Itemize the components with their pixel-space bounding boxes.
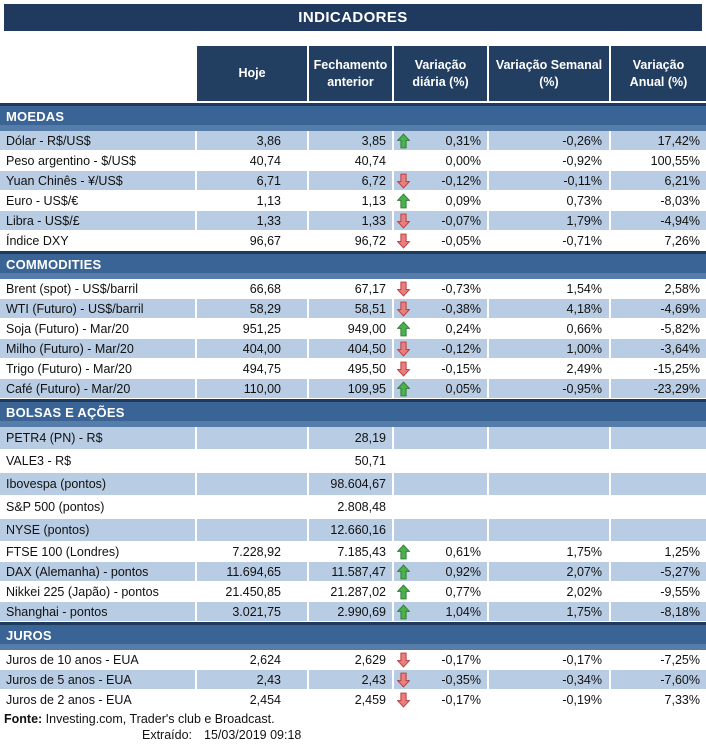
indicator-label: Juros de 2 anos - EUA xyxy=(0,690,197,709)
table-row-peso-argentino-us[interactable] xyxy=(0,151,706,170)
variacao-semanal-value xyxy=(489,427,611,449)
variacao-semanal-value: 2,02% xyxy=(489,582,611,601)
extracted-label: Extraído: xyxy=(142,728,193,742)
indicator-label: Euro - US$/€ xyxy=(0,191,197,210)
variacao-anual-value: -5,82% xyxy=(611,319,706,338)
table-body xyxy=(0,103,706,709)
indicator-label: Shanghai - pontos xyxy=(0,602,197,621)
trend-down-icon xyxy=(397,173,410,189)
indicator-label: Soja (Futuro) - Mar/20 xyxy=(0,319,197,338)
variacao-anual-value: -7,25% xyxy=(611,650,706,669)
variacao-diaria-value: 0,77% xyxy=(394,582,489,601)
indicator-label: Peso argentino - $/US$ xyxy=(0,151,197,170)
table-row-indice-dxy[interactable] xyxy=(0,231,706,250)
variacao-semanal-value: -0,34% xyxy=(489,670,611,689)
section-header-bolsas-e-acoes: BOLSAS E AÇÕES xyxy=(0,399,706,427)
trend-down-icon xyxy=(397,301,410,317)
variacao-semanal-value: 1,75% xyxy=(489,602,611,621)
indicator-label: VALE3 - R$ xyxy=(0,450,197,472)
trend-up-icon xyxy=(397,193,410,209)
variacao-anual-value: 7,33% xyxy=(611,690,706,709)
fechamento-anterior-value: 404,50 xyxy=(309,339,394,358)
trend-down-icon xyxy=(397,341,410,357)
up-arrow-icon xyxy=(397,321,410,337)
variacao-diaria-value: -0,73% xyxy=(394,279,489,298)
variacao-semanal-value: 1,00% xyxy=(489,339,611,358)
hoje-value: 58,29 xyxy=(197,299,309,318)
variacao-diaria-value xyxy=(394,427,489,449)
table-row-libra-us[interactable] xyxy=(0,211,706,230)
trend-down-icon xyxy=(397,692,410,708)
hoje-value: 494,75 xyxy=(197,359,309,378)
hoje-value: 2,43 xyxy=(197,670,309,689)
hoje-value xyxy=(197,473,309,495)
fechamento-anterior-value: 1,13 xyxy=(309,191,394,210)
variacao-anual-value: -9,55% xyxy=(611,582,706,601)
variacao-anual-value: -4,94% xyxy=(611,211,706,230)
variacao-semanal-value: 0,66% xyxy=(489,319,611,338)
fechamento-anterior-value: 21.287,02 xyxy=(309,582,394,601)
variacao-diaria-value: 0,24% xyxy=(394,319,489,338)
table-row-wti-futuro-us-barril[interactable] xyxy=(0,299,706,318)
column-header-variacao-diaria[interactable]: Variação diária (%) xyxy=(394,46,489,101)
fechamento-anterior-value: 949,00 xyxy=(309,319,394,338)
fechamento-anterior-value: 28,19 xyxy=(309,427,394,449)
down-arrow-icon xyxy=(397,281,410,297)
fechamento-anterior-value: 2,43 xyxy=(309,670,394,689)
variacao-anual-value: 6,21% xyxy=(611,171,706,190)
up-arrow-icon xyxy=(397,544,410,560)
variacao-diaria-value: -0,05% xyxy=(394,231,489,250)
hoje-value: 2,624 xyxy=(197,650,309,669)
page-title: INDICADORES xyxy=(298,9,408,26)
column-header-variacao-semanal[interactable]: Variação Semanal (%) xyxy=(489,46,611,101)
variacao-anual-value: 1,25% xyxy=(611,542,706,561)
down-arrow-icon xyxy=(397,233,410,249)
variacao-diaria-value: -0,12% xyxy=(394,171,489,190)
up-arrow-icon xyxy=(397,193,410,209)
variacao-semanal-value: -0,11% xyxy=(489,171,611,190)
hoje-value: 21.450,85 xyxy=(197,582,309,601)
variacao-anual-value: 2,58% xyxy=(611,279,706,298)
indicator-label: WTI (Futuro) - US$/barril xyxy=(0,299,197,318)
table-row-vale3-r[interactable] xyxy=(0,450,706,472)
variacao-diaria-value: -0,17% xyxy=(394,650,489,669)
table-row-cafe-futuro-mar-20[interactable] xyxy=(0,379,706,398)
hoje-value: 11.694,65 xyxy=(197,562,309,581)
trend-up-icon xyxy=(397,544,410,560)
variacao-diaria-value xyxy=(394,450,489,472)
trend-up-icon xyxy=(397,133,410,149)
variacao-diaria-value: -0,35% xyxy=(394,670,489,689)
variacao-diaria-value: -0,07% xyxy=(394,211,489,230)
indicator-label: Brent (spot) - US$/barril xyxy=(0,279,197,298)
up-arrow-icon xyxy=(397,381,410,397)
indicator-label: Nikkei 225 (Japão) - pontos xyxy=(0,582,197,601)
up-arrow-icon xyxy=(397,133,410,149)
variacao-diaria-value: -0,12% xyxy=(394,339,489,358)
trend-down-icon xyxy=(397,213,410,229)
variacao-diaria-value: 0,05% xyxy=(394,379,489,398)
table-row-juros-de-5-anos-eua[interactable] xyxy=(0,670,706,689)
table-row-yuan-chines-us[interactable] xyxy=(0,171,706,190)
variacao-anual-value: 100,55% xyxy=(611,151,706,170)
fechamento-anterior-value: 2.808,48 xyxy=(309,496,394,518)
fechamento-anterior-value: 58,51 xyxy=(309,299,394,318)
trend-up-icon xyxy=(397,584,410,600)
fechamento-anterior-value: 7.185,43 xyxy=(309,542,394,561)
hoje-value xyxy=(197,496,309,518)
table-row-dax-alemanha-pontos[interactable] xyxy=(0,562,706,581)
variacao-semanal-value xyxy=(489,496,611,518)
hoje-value: 6,71 xyxy=(197,171,309,190)
hoje-value: 1,33 xyxy=(197,211,309,230)
hoje-value: 2,454 xyxy=(197,690,309,709)
variacao-semanal-value xyxy=(489,450,611,472)
up-arrow-icon xyxy=(397,564,410,580)
variacao-anual-value: 7,26% xyxy=(611,231,706,250)
fechamento-anterior-value: 40,74 xyxy=(309,151,394,170)
fechamento-anterior-value: 3,85 xyxy=(309,131,394,150)
down-arrow-icon xyxy=(397,341,410,357)
hoje-value: 1,13 xyxy=(197,191,309,210)
table-row-dolar-r-us[interactable] xyxy=(0,131,706,150)
indicator-label: Yuan Chinês - ¥/US$ xyxy=(0,171,197,190)
fechamento-anterior-value: 2,629 xyxy=(309,650,394,669)
table-row-nikkei-225-japao-pontos[interactable] xyxy=(0,582,706,601)
indicator-label: Libra - US$/£ xyxy=(0,211,197,230)
down-arrow-icon xyxy=(397,672,410,688)
section-header-commodities: COMMODITIES xyxy=(0,251,706,279)
variacao-anual-value: -8,03% xyxy=(611,191,706,210)
table-row-brent-spot-us-barril[interactable] xyxy=(0,279,706,298)
indicator-label: FTSE 100 (Londres) xyxy=(0,542,197,561)
variacao-anual-value xyxy=(611,519,706,541)
column-header-row xyxy=(0,46,706,101)
variacao-diaria-value: 0,09% xyxy=(394,191,489,210)
hoje-value: 66,68 xyxy=(197,279,309,298)
down-arrow-icon xyxy=(397,213,410,229)
table-row-ibovespa-pontos[interactable] xyxy=(0,473,706,495)
variacao-diaria-value: -0,17% xyxy=(394,690,489,709)
table-row-juros-de-2-anos-eua[interactable] xyxy=(0,690,706,709)
variacao-semanal-value: 1,54% xyxy=(489,279,611,298)
fechamento-anterior-value: 98.604,67 xyxy=(309,473,394,495)
source-line xyxy=(0,712,706,726)
variacao-diaria-value xyxy=(394,496,489,518)
trend-down-icon xyxy=(397,361,410,377)
indicator-label: Trigo (Futuro) - Mar/20 xyxy=(0,359,197,378)
source-label: Fonte: xyxy=(4,712,43,726)
indicator-label: Dólar - R$/US$ xyxy=(0,131,197,150)
variacao-semanal-value xyxy=(489,519,611,541)
variacao-anual-value: -8,18% xyxy=(611,602,706,621)
indicator-label: Milho (Futuro) - Mar/20 xyxy=(0,339,197,358)
variacao-anual-value: -23,29% xyxy=(611,379,706,398)
indicator-label: S&P 500 (pontos) xyxy=(0,496,197,518)
table-row-ftse-100-londres[interactable] xyxy=(0,542,706,561)
fechamento-anterior-value: 96,72 xyxy=(309,231,394,250)
down-arrow-icon xyxy=(397,301,410,317)
variacao-anual-value xyxy=(611,450,706,472)
down-arrow-icon xyxy=(397,173,410,189)
indicator-label: Juros de 5 anos - EUA xyxy=(0,670,197,689)
trend-down-icon xyxy=(397,233,410,249)
table-row-nyse-pontos[interactable] xyxy=(0,519,706,541)
fechamento-anterior-value: 11.587,47 xyxy=(309,562,394,581)
fechamento-anterior-value: 2.990,69 xyxy=(309,602,394,621)
variacao-semanal-value: -0,71% xyxy=(489,231,611,250)
variacao-semanal-value: -0,95% xyxy=(489,379,611,398)
variacao-semanal-value: 2,07% xyxy=(489,562,611,581)
variacao-anual-value xyxy=(611,496,706,518)
variacao-diaria-value: 0,31% xyxy=(394,131,489,150)
hoje-value: 951,25 xyxy=(197,319,309,338)
hoje-value xyxy=(197,427,309,449)
table-row-petr4-pn-r[interactable] xyxy=(0,427,706,449)
trend-down-icon xyxy=(397,672,410,688)
fechamento-anterior-value: 50,71 xyxy=(309,450,394,472)
hoje-value xyxy=(197,450,309,472)
variacao-anual-value: -7,60% xyxy=(611,670,706,689)
down-arrow-icon xyxy=(397,652,410,668)
table-row-milho-futuro-mar-20[interactable] xyxy=(0,339,706,358)
indicator-label: Índice DXY xyxy=(0,231,197,250)
variacao-anual-value: 17,42% xyxy=(611,131,706,150)
column-header-variacao-anual[interactable]: Variação Anual (%) xyxy=(611,46,706,101)
variacao-diaria-value: -0,38% xyxy=(394,299,489,318)
variacao-diaria-value: 0,92% xyxy=(394,562,489,581)
fechamento-anterior-value: 109,95 xyxy=(309,379,394,398)
trend-up-icon xyxy=(397,604,410,620)
hoje-value xyxy=(197,519,309,541)
hoje-value: 110,00 xyxy=(197,379,309,398)
section-header-juros: JUROS xyxy=(0,622,706,650)
table-row-shanghai-pontos[interactable] xyxy=(0,602,706,621)
variacao-diaria-value: 0,61% xyxy=(394,542,489,561)
variacao-semanal-value: 4,18% xyxy=(489,299,611,318)
indicator-label: NYSE (pontos) xyxy=(0,519,197,541)
source-text: Investing.com, Trader's club e Broadcast. xyxy=(42,712,275,726)
hoje-value: 3,86 xyxy=(197,131,309,150)
trend-up-icon xyxy=(397,321,410,337)
variacao-anual-value xyxy=(611,427,706,449)
hoje-value: 7.228,92 xyxy=(197,542,309,561)
fechamento-anterior-value: 495,50 xyxy=(309,359,394,378)
indicator-label: Café (Futuro) - Mar/20 xyxy=(0,379,197,398)
trend-up-icon xyxy=(397,381,410,397)
column-header-fechamento-anterior[interactable]: Fechamento anterior xyxy=(309,46,394,101)
fechamento-anterior-value: 67,17 xyxy=(309,279,394,298)
column-header-spacer xyxy=(0,46,197,101)
table-row-trigo-futuro-mar-20[interactable] xyxy=(0,359,706,378)
variacao-diaria-value xyxy=(394,519,489,541)
table-row-s-p-500-pontos[interactable] xyxy=(0,496,706,518)
variacao-semanal-value: 1,75% xyxy=(489,542,611,561)
variacao-semanal-value: 0,73% xyxy=(489,191,611,210)
hoje-value: 404,00 xyxy=(197,339,309,358)
trend-up-icon xyxy=(397,564,410,580)
indicator-label: DAX (Alemanha) - pontos xyxy=(0,562,197,581)
variacao-semanal-value: 2,49% xyxy=(489,359,611,378)
fechamento-anterior-value: 12.660,16 xyxy=(309,519,394,541)
variacao-diaria-value: 1,04% xyxy=(394,602,489,621)
variacao-semanal-value: -0,19% xyxy=(489,690,611,709)
fechamento-anterior-value: 1,33 xyxy=(309,211,394,230)
up-arrow-icon xyxy=(397,584,410,600)
variacao-anual-value: -5,27% xyxy=(611,562,706,581)
down-arrow-icon xyxy=(397,361,410,377)
hoje-value: 40,74 xyxy=(197,151,309,170)
report-title-bar xyxy=(4,4,702,31)
variacao-diaria-value: -0,15% xyxy=(394,359,489,378)
up-arrow-icon xyxy=(397,604,410,620)
column-header-hoje[interactable]: Hoje xyxy=(197,46,309,101)
fechamento-anterior-value: 6,72 xyxy=(309,171,394,190)
variacao-semanal-value: -0,17% xyxy=(489,650,611,669)
indicator-label: Ibovespa (pontos) xyxy=(0,473,197,495)
extracted-line xyxy=(0,728,706,742)
variacao-semanal-value: 1,79% xyxy=(489,211,611,230)
hoje-value: 3.021,75 xyxy=(197,602,309,621)
report-footer xyxy=(0,712,706,742)
variacao-semanal-value xyxy=(489,473,611,495)
extracted-timestamp: 15/03/2019 09:18 xyxy=(204,728,302,742)
variacao-anual-value: -3,64% xyxy=(611,339,706,358)
down-arrow-icon xyxy=(397,692,410,708)
variacao-anual-value: -15,25% xyxy=(611,359,706,378)
variacao-semanal-value: -0,92% xyxy=(489,151,611,170)
variacao-anual-value xyxy=(611,473,706,495)
hoje-value: 96,67 xyxy=(197,231,309,250)
variacao-anual-value: -4,69% xyxy=(611,299,706,318)
table-row-soja-futuro-mar-20[interactable] xyxy=(0,319,706,338)
table-row-juros-de-10-anos-eua[interactable] xyxy=(0,650,706,669)
variacao-diaria-value xyxy=(394,473,489,495)
trend-down-icon xyxy=(397,652,410,668)
trend-down-icon xyxy=(397,281,410,297)
fechamento-anterior-value: 2,459 xyxy=(309,690,394,709)
table-row-euro-us[interactable] xyxy=(0,191,706,210)
variacao-semanal-value: -0,26% xyxy=(489,131,611,150)
section-header-moedas: MOEDAS xyxy=(0,103,706,131)
variacao-diaria-value: 0,00% xyxy=(394,151,489,170)
indicator-label: PETR4 (PN) - R$ xyxy=(0,427,197,449)
indicator-label: Juros de 10 anos - EUA xyxy=(0,650,197,669)
